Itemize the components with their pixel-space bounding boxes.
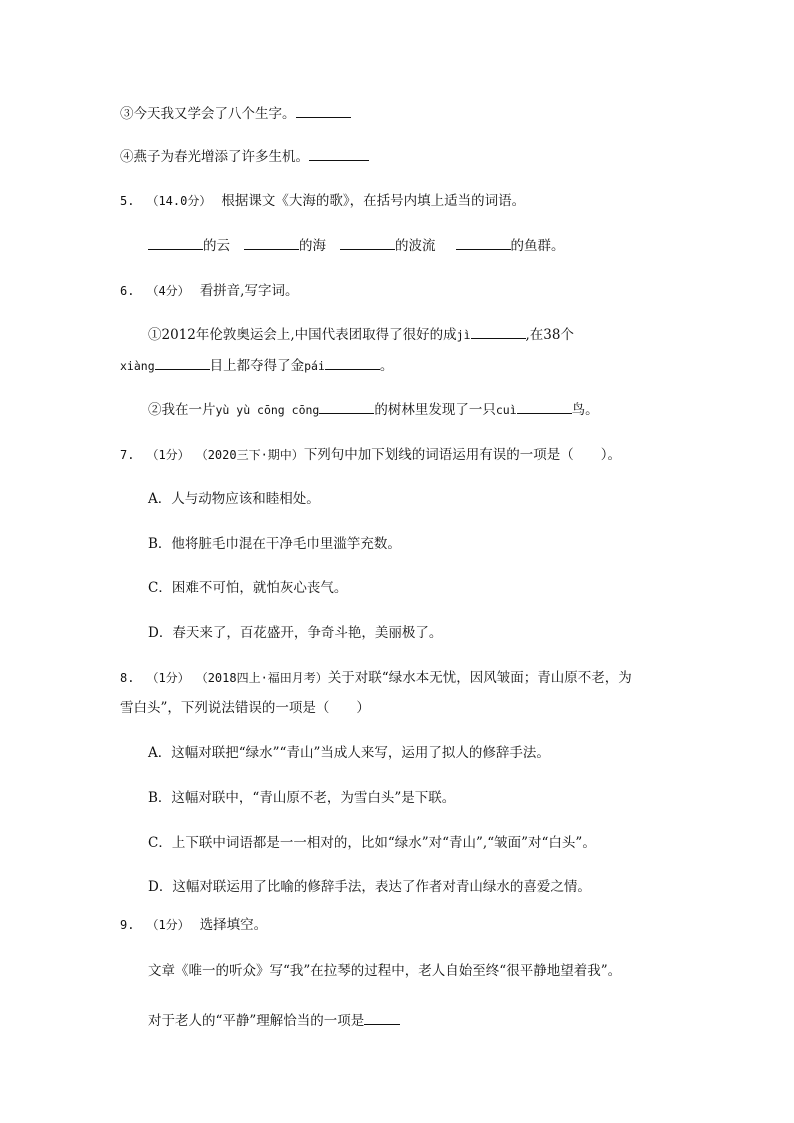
- pinyin-hint: xiàng: [120, 359, 155, 373]
- option-text: A．人与动物应该和睦相处。: [148, 491, 320, 507]
- answer-blank[interactable]: [155, 357, 210, 370]
- answer-blank[interactable]: [319, 401, 374, 414]
- question-7-stem: [120, 446, 621, 464]
- question-score: （1分）: [146, 671, 190, 685]
- answer-blank[interactable]: [325, 357, 380, 370]
- answer-blank[interactable]: [340, 237, 395, 250]
- question-text: 关于对联“绿水本无忧，因风皱面；青山原不老，为: [327, 670, 632, 686]
- answer-blank[interactable]: [517, 401, 572, 414]
- passage-text: ,在38个: [525, 327, 574, 343]
- question-5-blanks: [148, 237, 565, 255]
- question-source: （2020三下·期中）: [195, 448, 304, 462]
- question-6-line-1: [148, 326, 574, 344]
- option-text: C．上下联中词语都是一一相对的，比如“绿水”对“青山”,“皱面”对“白头”。: [148, 835, 596, 851]
- pinyin-hint: jì: [456, 328, 471, 342]
- answer-blank[interactable]: [296, 105, 351, 118]
- sentence-4-text: ④燕子为春光增添了许多生机。: [120, 149, 309, 165]
- passage-text: 的树林里发现了一只: [374, 402, 496, 418]
- question-text: 下列句中加下划线的词语运用有误的一项是（ ）。: [303, 447, 622, 463]
- sentence-4: [120, 148, 369, 166]
- question-number: 5.: [120, 194, 135, 208]
- question-text: 看拼音,写字词。: [199, 283, 299, 299]
- question-6-line-3: [148, 401, 599, 419]
- answer-blank[interactable]: [471, 326, 526, 339]
- answer-blank[interactable]: [148, 237, 203, 250]
- answer-blank[interactable]: [244, 237, 299, 250]
- blank-word-2: 的海: [299, 238, 326, 254]
- passage-text: ①2012年伦敦奥运会上,中国代表团取得了很好的成: [148, 327, 457, 343]
- question-score: （1分）: [146, 448, 190, 462]
- question-9-stem: [120, 916, 267, 934]
- option-a[interactable]: [148, 744, 550, 762]
- passage-text: 鸟。: [571, 402, 599, 418]
- option-text: D．春天来了，百花盛开，争奇斗艳，美丽极了。: [148, 625, 443, 641]
- sentence-3: [120, 105, 351, 123]
- option-b[interactable]: [148, 535, 401, 553]
- question-score: （14.0分）: [146, 194, 212, 208]
- question-6-line-2: [120, 357, 393, 375]
- answer-blank[interactable]: [364, 1012, 400, 1025]
- passage-text: ②我在一片: [148, 402, 216, 418]
- passage-text: 文章《唯一的听众》写“我”在拉琴的过程中，老人自始至终“很平静地望着我”。: [148, 963, 622, 979]
- question-number: 7.: [120, 448, 135, 462]
- question-source: （2018四上·福田月考）: [195, 671, 328, 685]
- option-d[interactable]: [148, 878, 591, 896]
- question-score: （1分）: [146, 918, 190, 932]
- question-5-stem: [120, 192, 525, 210]
- question-text: 选择填空。: [199, 917, 268, 933]
- option-text: A．这幅对联把“绿水”“青山”当成人来写，运用了拟人的修辞手法。: [148, 745, 550, 761]
- pinyin-hint: yù yù cōng cōng: [215, 403, 320, 417]
- question-9-prompt: [148, 1012, 400, 1030]
- question-number: 9.: [120, 918, 135, 932]
- passage-text: 对于老人的“平静”理解恰当的一项是: [148, 1013, 365, 1029]
- question-number: 6.: [120, 284, 135, 298]
- option-text: B．他将脏毛巾混在干净毛巾里滥竽充数。: [148, 536, 401, 552]
- passage-text: 。: [379, 358, 394, 374]
- question-score: （4分）: [146, 284, 190, 298]
- blank-word-1: 的云: [203, 238, 230, 254]
- option-b[interactable]: [148, 789, 455, 807]
- option-a[interactable]: [148, 490, 320, 508]
- blank-word-4: 的鱼群。: [510, 238, 565, 254]
- option-c[interactable]: [148, 579, 347, 597]
- question-number: 8.: [120, 671, 135, 685]
- blank-word-3: 的波流: [395, 238, 436, 254]
- option-c[interactable]: [148, 834, 596, 852]
- pinyin-hint: cuì: [495, 403, 517, 417]
- sentence-3-text: ③今天我又学会了八个生字。: [120, 106, 296, 122]
- question-text: 根据课文《大海的歌》，在括号内填上适当的词语。: [221, 193, 526, 209]
- question-text: 雪白头”，下列说法错误的一项是（ ）: [120, 700, 370, 716]
- option-text: C．困难不可怕，就怕灰心丧气。: [148, 580, 348, 596]
- answer-blank[interactable]: [309, 148, 369, 161]
- question-8-stem-cont: [120, 699, 370, 717]
- pinyin-hint: pái: [304, 359, 325, 373]
- option-text: D．这幅对联运用了比喻的修辞手法，表达了作者对青山绿水的喜爱之情。: [148, 879, 591, 895]
- question-6-stem: [120, 282, 298, 300]
- question-9-passage: [148, 962, 621, 980]
- answer-blank[interactable]: [456, 237, 511, 250]
- question-8-stem: [120, 669, 632, 687]
- passage-text: 目上都夺得了金: [209, 358, 305, 374]
- option-text: B．这幅对联中，“青山原不老，为雪白头”是下联。: [148, 790, 456, 806]
- option-d[interactable]: [148, 624, 442, 642]
